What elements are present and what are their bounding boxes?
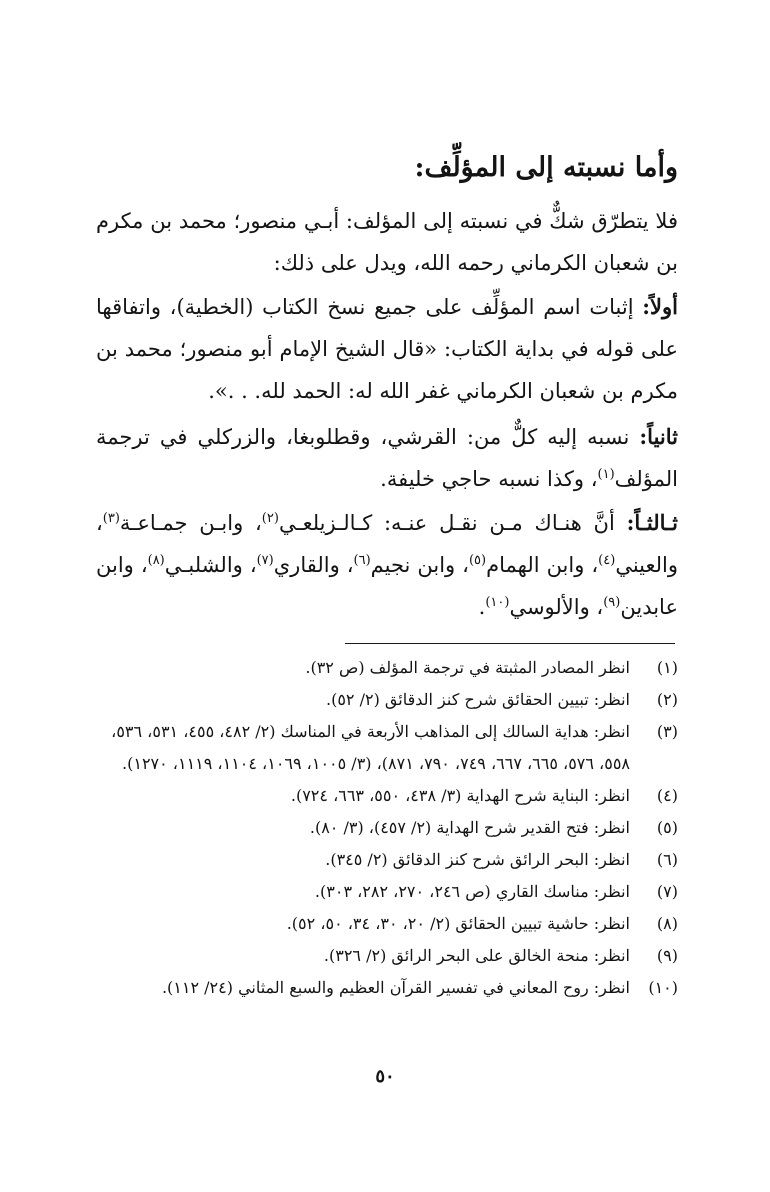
paragraph-second (96, 416, 678, 500)
page-number: ٥٠ (375, 1066, 395, 1087)
footnote-number: (٤) (656, 786, 678, 805)
footnote-ref-1[interactable]: (١) (597, 467, 615, 482)
paragraph-third-text-a: أنَّ هنـاك مـن نقـل عنـه: كـالـزيلعـي (278, 511, 627, 535)
footnote-6 (78, 844, 678, 876)
footnote-9 (78, 940, 678, 972)
footnote-number: (٩) (656, 946, 678, 965)
paragraph-third-text-b: ، وابـن جمـاعـة (119, 511, 262, 535)
paragraph-intro-text: فلا يتطرّق شكٌّ في نسبته إلى المؤلف: أبـي منصور؛ محمد بن مكرم بن شعبان الكرماني رحمه الله، ويدل على ذلك: (96, 209, 678, 275)
paragraph-first-lead: أولاً: (642, 294, 678, 319)
paragraph-third-text-d: ، وابن الهمام (486, 553, 599, 577)
footnote-number: (٥) (656, 818, 678, 837)
footnote-divider (345, 643, 675, 644)
footnote-ref-2[interactable]: (٢) (261, 511, 279, 526)
footnote-ref-4[interactable]: (٤) (598, 553, 616, 568)
footnote-text: انظر: مناسك القاري (ص ٢٤٦، ٢٧٠، ٢٨٢، ٣٠٣). (314, 882, 630, 901)
footnote-text: انظر: حاشية تبيين الحقائق (٢/ ٢٠، ٣٠، ٣٤، ٥٠، ٥٢). (286, 914, 630, 933)
paragraph-second-lead: ثانياً: (639, 424, 678, 449)
paragraph-third-text-e: ، وابن نجيم (370, 553, 469, 577)
footnote-number: (٢) (656, 690, 678, 709)
footnote-number: (١) (656, 658, 678, 677)
footnote-text: انظر: البناية شرح الهداية (٣/ ٤٣٨، ٥٥٠، ٦٦٣، ٧٢٤). (290, 786, 630, 805)
footnote-ref-6[interactable]: (٦) (353, 553, 371, 568)
footnote-5 (78, 812, 678, 844)
footnote-1 (78, 652, 678, 684)
paragraph-second-text-a: نسبه إليه كلٌّ من: القرشي، وقطلوبغا، والزركلي في ترجمة المؤلف (96, 425, 678, 491)
footnote-ref-7[interactable]: (٧) (256, 553, 274, 568)
footnote-ref-5[interactable]: (٥) (468, 553, 487, 568)
section-heading: وأما نسبته إلى المؤلِّف: (414, 152, 678, 183)
footnote-number: (١٠) (648, 978, 678, 997)
footnote-text: انظر: روح المعاني في تفسير القرآن العظيم والسبع المثاني (٢٤/ ١١٢). (161, 978, 630, 997)
footnote-text: انظر: تبيين الحقائق شرح كنز الدقائق (٢/ ٥٢). (326, 690, 630, 709)
footnote-ref-10[interactable]: (١٠) (485, 595, 510, 610)
footnote-ref-8[interactable]: (٨) (147, 553, 165, 568)
paragraph-intro (96, 200, 678, 284)
paragraph-third-text-g: ، والشلبـي (164, 553, 257, 577)
paragraph-first (96, 286, 678, 412)
footnote-text: انظر: هداية السالك إلى المذاهب الأربعة في المناسك (٢/ ٤٨٢، ٤٥٥، ٥٣١، ٥٣٦، ٥٥٨، ٥٧٦، ٦٦٥، ٦٦٧، ٧٤٩، ٧٩٠، ٨٧١)، (٣/ ١٠٠٥، ١٠٦٩، ١١٠٤، ١١١٩، ١٢٧٠). (111, 722, 630, 773)
footnotes-list (78, 652, 678, 1004)
footnote-2 (78, 684, 678, 716)
footnote-10 (78, 972, 678, 1004)
footnote-ref-9[interactable]: (٩) (603, 595, 621, 610)
footnote-number: (٨) (656, 914, 678, 933)
paragraph-third-lead: ثـالثـاً: (626, 510, 678, 535)
paragraph-third-text-c: ، والعيني (96, 511, 678, 577)
footnote-number: (٦) (656, 850, 678, 869)
footnote-3 (78, 716, 678, 780)
footnote-number: (٣) (656, 722, 678, 741)
footnote-text: انظر: البحر الرائق شرح كنز الدقائق (٢/ ٣٤٥). (325, 850, 630, 869)
paragraph-third-text-i: ، والألوسي (509, 595, 604, 619)
paragraph-third (96, 502, 678, 628)
paragraph-third-text-j: . (478, 595, 486, 619)
paragraph-third-text-f: ، والقاري (273, 553, 354, 577)
footnote-text: انظر: منحة الخالق على البحر الرائق (٢/ ٣٢٦). (323, 946, 630, 965)
footnote-7 (78, 876, 678, 908)
footnote-number: (٧) (656, 882, 678, 901)
paragraph-second-text-b: ، وكذا نسبه حاجي خليفة. (380, 467, 598, 491)
footnote-4 (78, 780, 678, 812)
footnote-ref-3[interactable]: (٣) (102, 511, 120, 526)
paragraph-first-text: إثبات اسم المؤلِّف على جميع نسخ الكتاب (الخطية)، واتفاقها على قوله في بداية الكتاب: «قال الشيخ الإمام أبو منصور؛ محمد بن مكرم بن شعبان الكرماني غفر الله له: الحمد لله. . .». (96, 295, 678, 403)
footnote-text: انظر: فتح القدير شرح الهداية (٢/ ٤٥٧)، (٣/ ٨٠). (309, 818, 630, 837)
footnote-text: انظر المصادر المثبتة في ترجمة المؤلف (ص ٣٢). (305, 658, 630, 677)
footnote-8 (78, 908, 678, 940)
paragraph-third-text-h: ، وابن عابدين (96, 553, 678, 619)
